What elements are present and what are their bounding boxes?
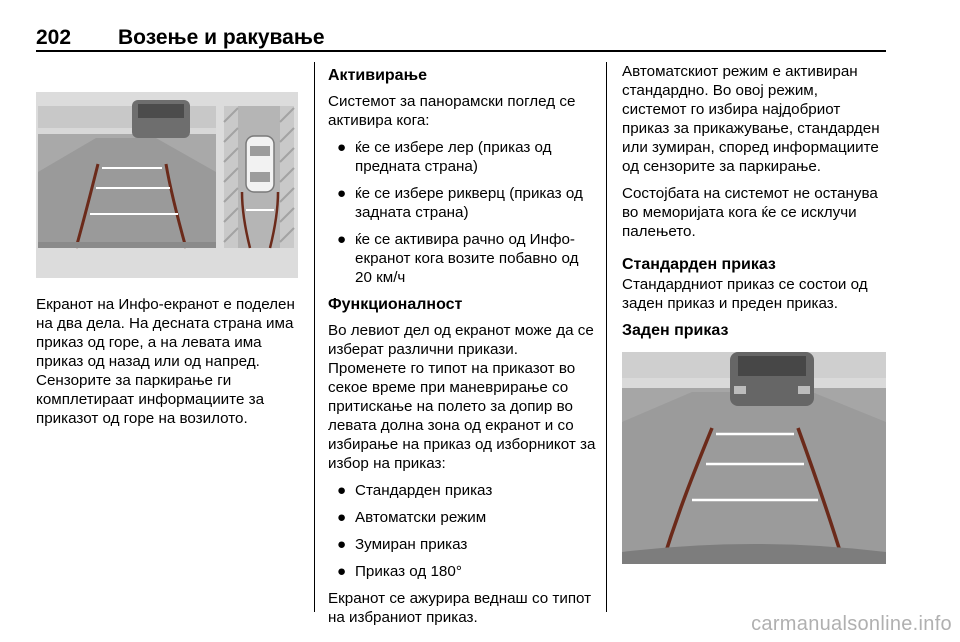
heading-rear-view: Заден приказ (622, 322, 729, 339)
standard-view-text: Стандардниот приказ се состои од заден приказ и преден приказ. (622, 276, 868, 312)
auto-mode-text: Автоматскиот режим е активиран стандардно. Во овој режим, системот го избира најдобриот приказ за прикажување, стандарден или зумиран, според информациите од сензорите за паркирање. (622, 63, 880, 175)
page-header (36, 22, 884, 52)
rear-view-illustration (622, 352, 886, 564)
rear-camera-panel (38, 100, 216, 248)
column-1 (36, 295, 298, 436)
list-item: ● ќе се избере лер (приказ од предната страна) (337, 139, 552, 175)
column-2 (328, 62, 596, 635)
split-view-figure (36, 92, 298, 278)
list-item: ● ќе се избере рикверц (приказ од задната страна) (337, 185, 583, 221)
page-number: 202 (36, 26, 72, 49)
view-type-list (328, 481, 596, 581)
column-divider-2 (606, 62, 607, 612)
list-item: ● Стандарден приказ (337, 482, 493, 499)
activation-intro: Системот за панорамски поглед се активира кога: (328, 93, 576, 129)
list-item: ● Автоматски режим (337, 509, 487, 526)
heading-activation: Активирање (328, 67, 427, 84)
update-text: Екранот се ажурира веднаш со типот на избраниот приказ. (328, 590, 592, 626)
list-item: ● Приказ од 180° (337, 563, 462, 580)
header-rule (36, 50, 886, 52)
list-item: ● ќе се активира рачно од Инфо-екранот кога возите побавно од 20 км/ч (337, 231, 579, 286)
heading-standard-view: Стандарден приказ (622, 256, 776, 273)
heading-functionality: Функционалност (328, 296, 463, 313)
activation-list (328, 138, 596, 287)
watermark-text: carmanualsonline.info (751, 613, 952, 635)
rear-view-figure (622, 352, 886, 564)
column-divider-1 (314, 62, 315, 612)
top-view-car-icon (246, 136, 274, 192)
column-3 (622, 62, 886, 347)
list-item: ● Зумиран приказ (337, 536, 468, 553)
running-title: Возење и ракување (118, 26, 325, 49)
figure-caption: Екранот на Инфо-екранот е поделен на два дела. На десната страна има приказ од горе, а на левата има приказ од назад или од напред. Сензорите за паркирање ги комплетираат информациите за приказот од горе на возилото. (36, 296, 295, 427)
split-view-illustration (36, 92, 298, 278)
state-text: Состојбата на системот не останува во меморијата кога ќе се исклучи палењето. (622, 185, 878, 240)
top-view-panel (224, 106, 294, 248)
functionality-text: Во левиот дел од екранот може да се изберат различни прикази. Променете го типот на приказот во секое време при маневрирање со притискање на полето за допир во левата долна зона од екранот и со избирање на приказ од изборникот за избор на приказ: (328, 322, 596, 472)
